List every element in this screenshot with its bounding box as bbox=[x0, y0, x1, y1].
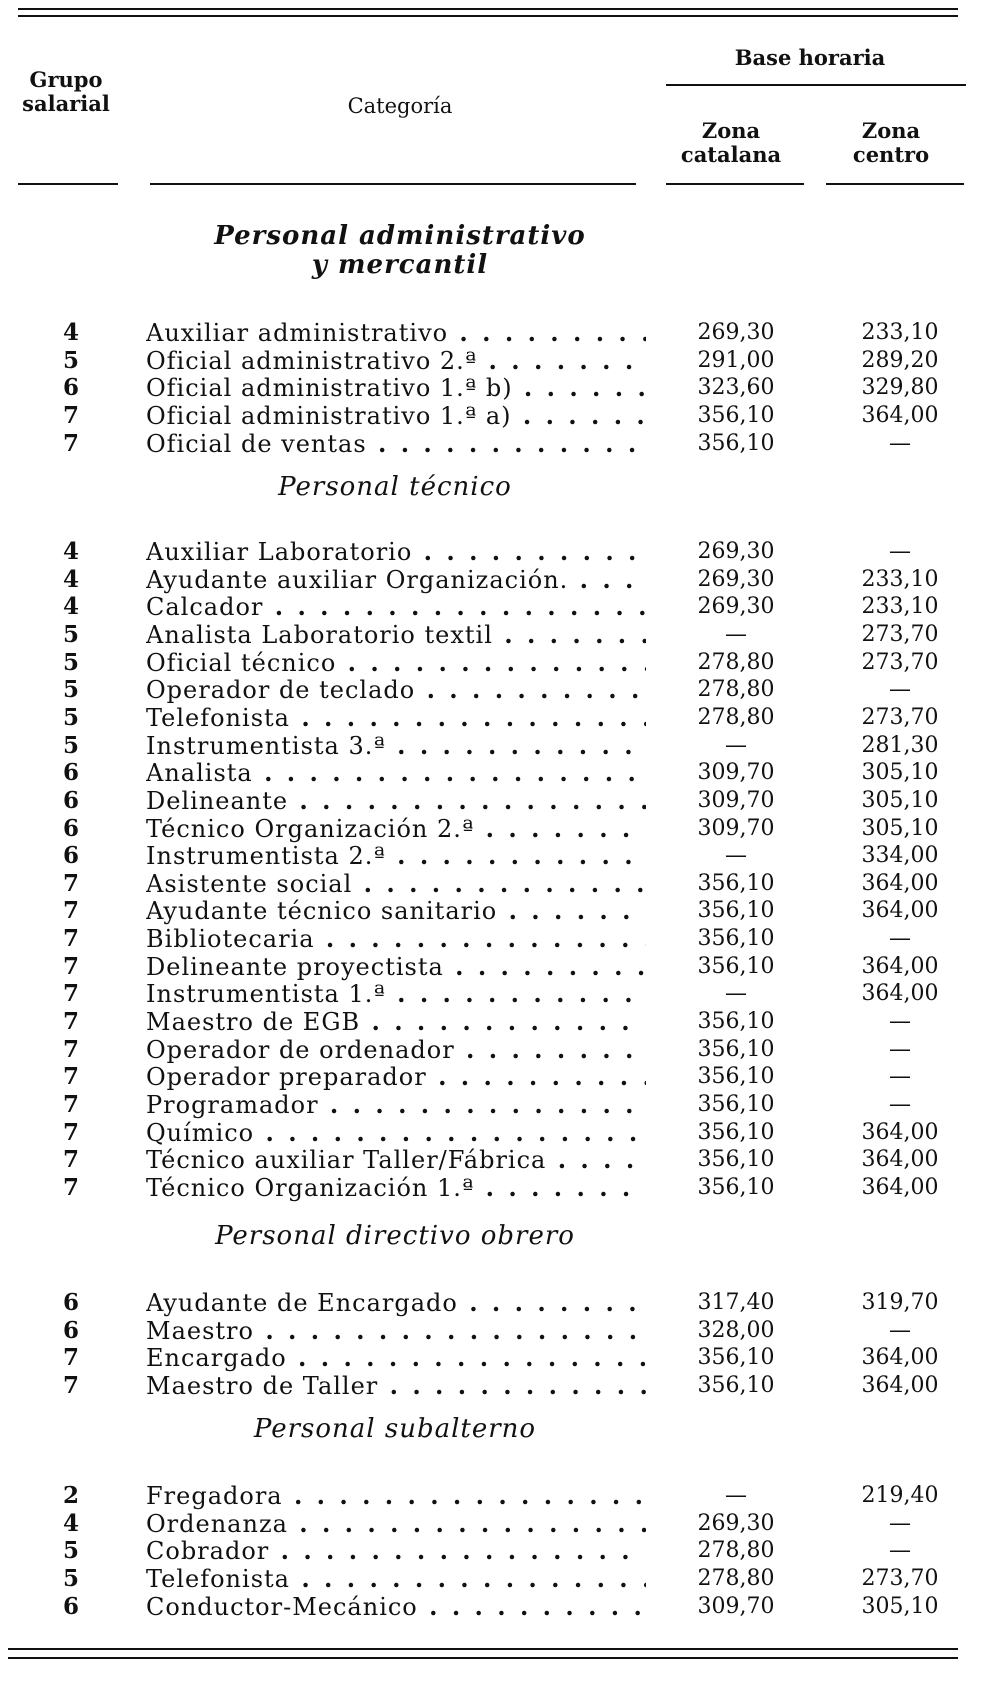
top-rule bbox=[18, 8, 958, 10]
categoria-cell: Oficial administrativo 1.ª a) . . . bbox=[146, 402, 646, 430]
header-base-rule bbox=[666, 84, 966, 86]
zona-centro-cell: 364,00 bbox=[861, 403, 939, 428]
zona-centro-cell: 364,00 bbox=[861, 898, 939, 923]
zona-catalana-cell: 278,80 bbox=[697, 705, 775, 730]
grupo-cell: 2 bbox=[62, 1482, 79, 1509]
table-row bbox=[0, 1146, 1000, 1174]
grupo-cell: 6 bbox=[62, 374, 79, 401]
zona-centro-cell: 319,70 bbox=[861, 1290, 939, 1315]
zona-catalana-cell: 356,10 bbox=[697, 403, 775, 428]
categoria-cell: Maestro de EGB . . . bbox=[146, 1008, 646, 1036]
zona-catalana-cell: 291,00 bbox=[697, 348, 775, 373]
table-row bbox=[0, 538, 1000, 566]
zona-centro-cell: — bbox=[889, 1037, 911, 1062]
zona-centro-cell: 364,00 bbox=[861, 1175, 939, 1200]
grupo-cell: 5 bbox=[62, 1565, 79, 1592]
grupo-cell: 7 bbox=[62, 897, 79, 924]
zona-centro-cell: 305,10 bbox=[861, 1594, 939, 1619]
categoria-cell: Ayudante técnico sanitario . . . bbox=[146, 897, 646, 925]
zona-catalana-cell: — bbox=[725, 843, 747, 868]
zona-catalana-cell: 356,10 bbox=[697, 898, 775, 923]
table-row bbox=[0, 787, 1000, 815]
zona-catalana-cell: 356,10 bbox=[697, 1120, 775, 1145]
zona-centro-cell: — bbox=[889, 1092, 911, 1117]
categoria-cell: Fregadora . . . bbox=[146, 1482, 646, 1510]
section-title-directivo: Personal directivo obrero bbox=[215, 1221, 575, 1251]
categoria-cell: Ordenanza . . . bbox=[146, 1510, 646, 1538]
categoria-cell: Telefonista . . . bbox=[146, 704, 646, 732]
zona-catalana-cell: 278,80 bbox=[697, 1538, 775, 1563]
grupo-cell: 7 bbox=[62, 1091, 79, 1118]
categoria-cell: Auxiliar administrativo . . . bbox=[146, 319, 646, 347]
zona-centro-cell: 334,00 bbox=[861, 843, 939, 868]
grupo-cell: 6 bbox=[62, 815, 79, 842]
zona-catalana-cell: 278,80 bbox=[697, 677, 775, 702]
zona-catalana-cell: 278,80 bbox=[697, 650, 775, 675]
table-row bbox=[0, 897, 1000, 925]
categoria-cell: Operador preparador . . . bbox=[146, 1063, 646, 1091]
table-row bbox=[0, 430, 1000, 458]
zona-catalana-cell: — bbox=[725, 733, 747, 758]
zona-catalana-cell: 323,60 bbox=[697, 375, 775, 400]
table-row bbox=[0, 1289, 1000, 1317]
table-row bbox=[0, 815, 1000, 843]
zona-centro-cell: 281,30 bbox=[861, 733, 939, 758]
grupo-cell: 4 bbox=[62, 593, 79, 620]
zona-catalana-cell: 269,30 bbox=[697, 320, 775, 345]
grupo-cell: 7 bbox=[62, 870, 79, 897]
zona-centro-cell: 273,70 bbox=[861, 1566, 939, 1591]
section-title-subalterno: Personal subalterno bbox=[253, 1414, 537, 1444]
zona-catalana-cell: 278,80 bbox=[697, 1566, 775, 1591]
table-row bbox=[0, 1063, 1000, 1091]
table-row bbox=[0, 1317, 1000, 1345]
zona-centro-cell: — bbox=[889, 1009, 911, 1034]
table-row bbox=[0, 566, 1000, 594]
categoria-cell: Operador de ordenador . . . bbox=[146, 1036, 646, 1064]
zona-catalana-cell: 269,30 bbox=[697, 567, 775, 592]
header-zona-centro: Zona centro bbox=[852, 118, 930, 167]
categoria-cell: Oficial técnico . . . bbox=[146, 649, 646, 677]
header-rule-centro bbox=[826, 183, 964, 185]
categoria-cell: Maestro de Taller . . . bbox=[146, 1372, 646, 1400]
grupo-cell: 7 bbox=[62, 430, 79, 457]
categoria-cell: Analista Laboratorio textil . . . bbox=[146, 621, 646, 649]
zona-catalana-cell: 356,10 bbox=[697, 431, 775, 456]
grupo-cell: 6 bbox=[62, 1317, 79, 1344]
zona-centro-cell: 364,00 bbox=[861, 871, 939, 896]
categoria-cell: Maestro . . . bbox=[146, 1317, 646, 1345]
zona-centro-cell: — bbox=[889, 431, 911, 456]
table-row bbox=[0, 1344, 1000, 1372]
categoria-cell: Delineante . . . bbox=[146, 787, 646, 815]
grupo-cell: 6 bbox=[62, 759, 79, 786]
table-row bbox=[0, 402, 1000, 430]
table-row bbox=[0, 732, 1000, 760]
zona-centro-cell: 364,00 bbox=[861, 954, 939, 979]
top-rule-inner bbox=[18, 15, 958, 17]
zona-catalana-cell: 356,10 bbox=[697, 1037, 775, 1062]
zona-centro-cell: 233,10 bbox=[861, 567, 939, 592]
grupo-cell: 7 bbox=[62, 1063, 79, 1090]
zona-catalana-cell: 356,10 bbox=[697, 926, 775, 951]
table-row bbox=[0, 759, 1000, 787]
zona-centro-cell: 305,10 bbox=[861, 816, 939, 841]
zona-centro-cell: — bbox=[889, 1318, 911, 1343]
grupo-cell: 6 bbox=[62, 1593, 79, 1620]
grupo-cell: 6 bbox=[62, 787, 79, 814]
bottom-rule-inner bbox=[8, 1657, 958, 1659]
table-row bbox=[0, 1482, 1000, 1510]
grupo-cell: 5 bbox=[62, 676, 79, 703]
grupo-cell: 7 bbox=[62, 953, 79, 980]
categoria-cell: Conductor-Mecánico . . . bbox=[146, 1593, 646, 1621]
table-row bbox=[0, 621, 1000, 649]
zona-centro-cell: 364,00 bbox=[861, 1373, 939, 1398]
grupo-cell: 5 bbox=[62, 649, 79, 676]
table-row bbox=[0, 347, 1000, 375]
categoria-cell: Químico . . . bbox=[146, 1119, 646, 1147]
table-row bbox=[0, 593, 1000, 621]
grupo-cell: 4 bbox=[62, 566, 79, 593]
zona-centro-cell: 364,00 bbox=[861, 1147, 939, 1172]
grupo-cell: 5 bbox=[62, 621, 79, 648]
header-categoria: Categoría bbox=[347, 94, 453, 118]
zona-catalana-cell: 269,30 bbox=[697, 539, 775, 564]
table-row bbox=[0, 649, 1000, 677]
zona-centro-cell: 364,00 bbox=[861, 1120, 939, 1145]
categoria-cell: Técnico Organización 2.ª . . . bbox=[146, 815, 646, 843]
zona-centro-cell: 329,80 bbox=[861, 375, 939, 400]
table-row bbox=[0, 870, 1000, 898]
categoria-cell: Instrumentista 1.ª . . . bbox=[146, 980, 646, 1008]
grupo-cell: 7 bbox=[62, 1174, 79, 1201]
zona-centro-cell: — bbox=[889, 1064, 911, 1089]
bottom-rule bbox=[8, 1648, 958, 1650]
zona-catalana-cell: 269,30 bbox=[697, 594, 775, 619]
categoria-cell: Analista . . . bbox=[146, 759, 646, 787]
header-base-horaria: Base horaria bbox=[734, 45, 886, 70]
grupo-cell: 5 bbox=[62, 347, 79, 374]
zona-catalana-cell: 356,10 bbox=[697, 1373, 775, 1398]
table-row bbox=[0, 1119, 1000, 1147]
zona-catalana-cell: 309,70 bbox=[697, 788, 775, 813]
categoria-cell: Delineante proyectista . . . bbox=[146, 953, 646, 981]
categoria-cell: Cobrador . . . bbox=[146, 1537, 646, 1565]
categoria-cell: Asistente social . . . bbox=[146, 870, 646, 898]
categoria-cell: Oficial de ventas . . . bbox=[146, 430, 646, 458]
zona-centro-cell: — bbox=[889, 1511, 911, 1536]
grupo-cell: 7 bbox=[62, 1372, 79, 1399]
grupo-cell: 4 bbox=[62, 1510, 79, 1537]
zona-centro-cell: — bbox=[889, 1538, 911, 1563]
grupo-cell: 5 bbox=[62, 704, 79, 731]
table-row bbox=[0, 980, 1000, 1008]
zona-catalana-cell: 309,70 bbox=[697, 1594, 775, 1619]
zona-catalana-cell: 356,10 bbox=[697, 1064, 775, 1089]
zona-centro-cell: 364,00 bbox=[861, 981, 939, 1006]
zona-centro-cell: 305,10 bbox=[861, 788, 939, 813]
categoria-cell: Calcador . . . bbox=[146, 593, 646, 621]
table-row bbox=[0, 704, 1000, 732]
grupo-cell: 7 bbox=[62, 1119, 79, 1146]
zona-centro-cell: — bbox=[889, 539, 911, 564]
zona-catalana-cell: 269,30 bbox=[697, 1511, 775, 1536]
categoria-cell: Instrumentista 3.ª . . . bbox=[146, 732, 646, 760]
grupo-cell: 7 bbox=[62, 1344, 79, 1371]
table-row bbox=[0, 676, 1000, 704]
zona-centro-cell: 273,70 bbox=[861, 650, 939, 675]
zona-centro-cell: 219,40 bbox=[861, 1483, 939, 1508]
section-title-tecnico: Personal técnico bbox=[278, 472, 512, 502]
grupo-cell: 6 bbox=[62, 842, 79, 869]
zona-catalana-cell: 309,70 bbox=[697, 760, 775, 785]
table-row bbox=[0, 1537, 1000, 1565]
table-row bbox=[0, 374, 1000, 402]
grupo-cell: 7 bbox=[62, 980, 79, 1007]
zona-catalana-cell: 328,00 bbox=[697, 1318, 775, 1343]
categoria-cell: Oficial administrativo 1.ª b) . . . bbox=[146, 374, 646, 402]
zona-centro-cell: 233,10 bbox=[861, 320, 939, 345]
table-row bbox=[0, 1510, 1000, 1538]
categoria-cell: Ayudante auxiliar Organización. . . . bbox=[146, 566, 646, 594]
header-zona-catalana: Zona catalana bbox=[680, 118, 782, 167]
categoria-cell: Técnico Organización 1.ª . . . bbox=[146, 1174, 646, 1202]
section-title-administrativo: Personal administrativo y mercantil bbox=[214, 221, 586, 280]
zona-centro-cell: 364,00 bbox=[861, 1345, 939, 1370]
zona-catalana-cell: 356,10 bbox=[697, 871, 775, 896]
grupo-cell: 7 bbox=[62, 925, 79, 952]
zona-centro-cell: 233,10 bbox=[861, 594, 939, 619]
categoria-cell: Oficial administrativo 2.ª . . . bbox=[146, 347, 646, 375]
zona-catalana-cell: 356,10 bbox=[697, 954, 775, 979]
zona-centro-cell: — bbox=[889, 926, 911, 951]
grupo-cell: 7 bbox=[62, 1036, 79, 1063]
zona-centro-cell: 273,70 bbox=[861, 705, 939, 730]
table-row bbox=[0, 1593, 1000, 1621]
zona-catalana-cell: 356,10 bbox=[697, 1009, 775, 1034]
zona-catalana-cell: — bbox=[725, 1483, 747, 1508]
categoria-cell: Ayudante de Encargado . . . bbox=[146, 1289, 646, 1317]
zona-catalana-cell: 356,10 bbox=[697, 1175, 775, 1200]
zona-catalana-cell: 356,10 bbox=[697, 1092, 775, 1117]
grupo-cell: 7 bbox=[62, 1008, 79, 1035]
table-row bbox=[0, 1036, 1000, 1064]
zona-catalana-cell: — bbox=[725, 981, 747, 1006]
grupo-cell: 4 bbox=[62, 538, 79, 565]
zona-centro-cell: 305,10 bbox=[861, 760, 939, 785]
header-rule-grupo bbox=[18, 183, 118, 185]
categoria-cell: Programador . . . bbox=[146, 1091, 646, 1119]
table-row bbox=[0, 1091, 1000, 1119]
table-row bbox=[0, 1174, 1000, 1202]
zona-centro-cell: 289,20 bbox=[861, 348, 939, 373]
zona-catalana-cell: 356,10 bbox=[697, 1147, 775, 1172]
zona-centro-cell: — bbox=[889, 677, 911, 702]
zona-catalana-cell: 317,40 bbox=[697, 1290, 775, 1315]
categoria-cell: Telefonista . . . bbox=[146, 1565, 646, 1593]
header-rule-catalana bbox=[666, 183, 804, 185]
grupo-cell: 7 bbox=[62, 1146, 79, 1173]
table-row bbox=[0, 953, 1000, 981]
table-row bbox=[0, 1008, 1000, 1036]
grupo-cell: 4 bbox=[62, 319, 79, 346]
categoria-cell: Técnico auxiliar Taller/Fábrica . . . bbox=[146, 1146, 646, 1174]
zona-centro-cell: 273,70 bbox=[861, 622, 939, 647]
table-row bbox=[0, 1372, 1000, 1400]
table-row bbox=[0, 842, 1000, 870]
header-grupo: Grupo salarial bbox=[22, 67, 110, 116]
categoria-cell: Encargado . . . bbox=[146, 1344, 646, 1372]
categoria-cell: Bibliotecaria . . . bbox=[146, 925, 646, 953]
grupo-cell: 6 bbox=[62, 1289, 79, 1316]
header-rule-categoria bbox=[150, 183, 636, 185]
table-row bbox=[0, 1565, 1000, 1593]
table-row bbox=[0, 319, 1000, 347]
zona-catalana-cell: 356,10 bbox=[697, 1345, 775, 1370]
grupo-cell: 5 bbox=[62, 1537, 79, 1564]
table-row bbox=[0, 925, 1000, 953]
categoria-cell: Operador de teclado . . . bbox=[146, 676, 646, 704]
zona-catalana-cell: 309,70 bbox=[697, 816, 775, 841]
grupo-cell: 5 bbox=[62, 732, 79, 759]
categoria-cell: Auxiliar Laboratorio . . . bbox=[146, 538, 646, 566]
grupo-cell: 7 bbox=[62, 402, 79, 429]
zona-catalana-cell: — bbox=[725, 622, 747, 647]
categoria-cell: Instrumentista 2.ª . . . bbox=[146, 842, 646, 870]
